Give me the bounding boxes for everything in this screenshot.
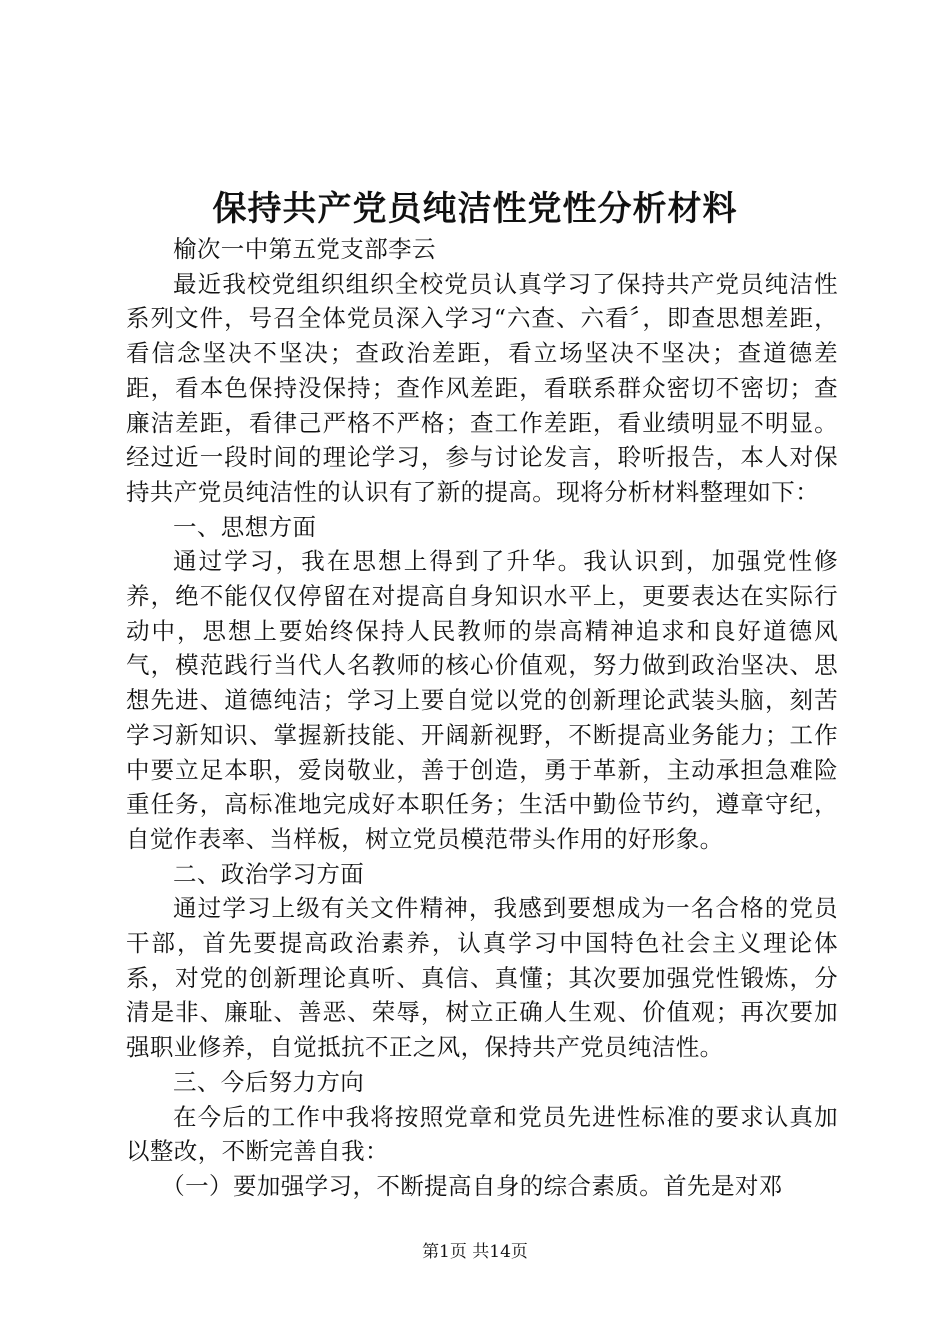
section-heading-thought: 一、思想方面 [173, 512, 317, 541]
section-heading-politics: 二、政治学习方面 [173, 859, 365, 888]
intro-paragraph: 最近我校党组织组织全校党员认真学习了保持共产党员纯洁性系列文件，号召全体党员深入学习“六查、六看〞，即查思想差距，看信念坚决不坚决；查政治差距，看立场坚决不坚决；查道德差距，看本色保持没保持；查作风差距，看联系群众密切不密切；查廉洁差距，看律己严格不严格；查工作差距，看业绩明显不明显。经过近一段时间的理论学习，参与讨论发言，聆听报告，本人对保持共产党员纯洁性的认识有了新的提高。现将分析材料整理如下： [126, 269, 838, 506]
author-line: 榆次一中第五党支部李云 [173, 235, 436, 263]
section-body-thought: 通过学习，我在思想上得到了升华。我认识到，加强党性修养，绝不能仅仅停留在对提高自身知识水平上，更要表达在实际行动中，思想上要始终保持人民教师的崇高精神追求和良好道德风气，模范践行当代人名教师的核心价值观，努力做到政治坚决、思想先进、道德纯洁；学习上要自觉以党的创新理论武装头脑，刻苦学习新知识、掌握新技能、开阔新视野，不断提高业务能力；工作中要立足本职，爱岗敬业，善于创造，勇于革新，主动承担急难险重任务，高标准地完成好本职任务；生活中勤俭节约，遵章守纪，自觉作表率、当样板，树立党员模范带头作用的好形象。 [126, 547, 838, 853]
list-item-study: （一）要加强学习，不断提高自身的综合素质。首先是对邓 [161, 1171, 783, 1200]
section-body-direction: 在今后的工作中我将按照党章和党员先进性标准的要求认真加以整改，不断完善自我： [126, 1102, 838, 1166]
document-body [126, 232, 838, 1204]
section-body-politics: 通过学习上级有关文件精神，我感到要想成为一名合格的党员干部，首先要提高政治素养，认真学习中国特色社会主义理论体系，对党的创新理论真听、真信、真懂；其次要加强党性锻炼，分清是非、廉耻、善恶、荣辱，树立正确人生观、价值观；再次要加强职业修养，自觉抵抗不正之风，保持共产党员纯洁性。 [126, 894, 838, 1062]
document-title: 保持共产党员纯洁性党性分析材料 [212, 189, 738, 229]
page-number: 第1页 共14页 [422, 1242, 528, 1262]
section-heading-direction: 三、今后努力方向 [173, 1067, 365, 1096]
